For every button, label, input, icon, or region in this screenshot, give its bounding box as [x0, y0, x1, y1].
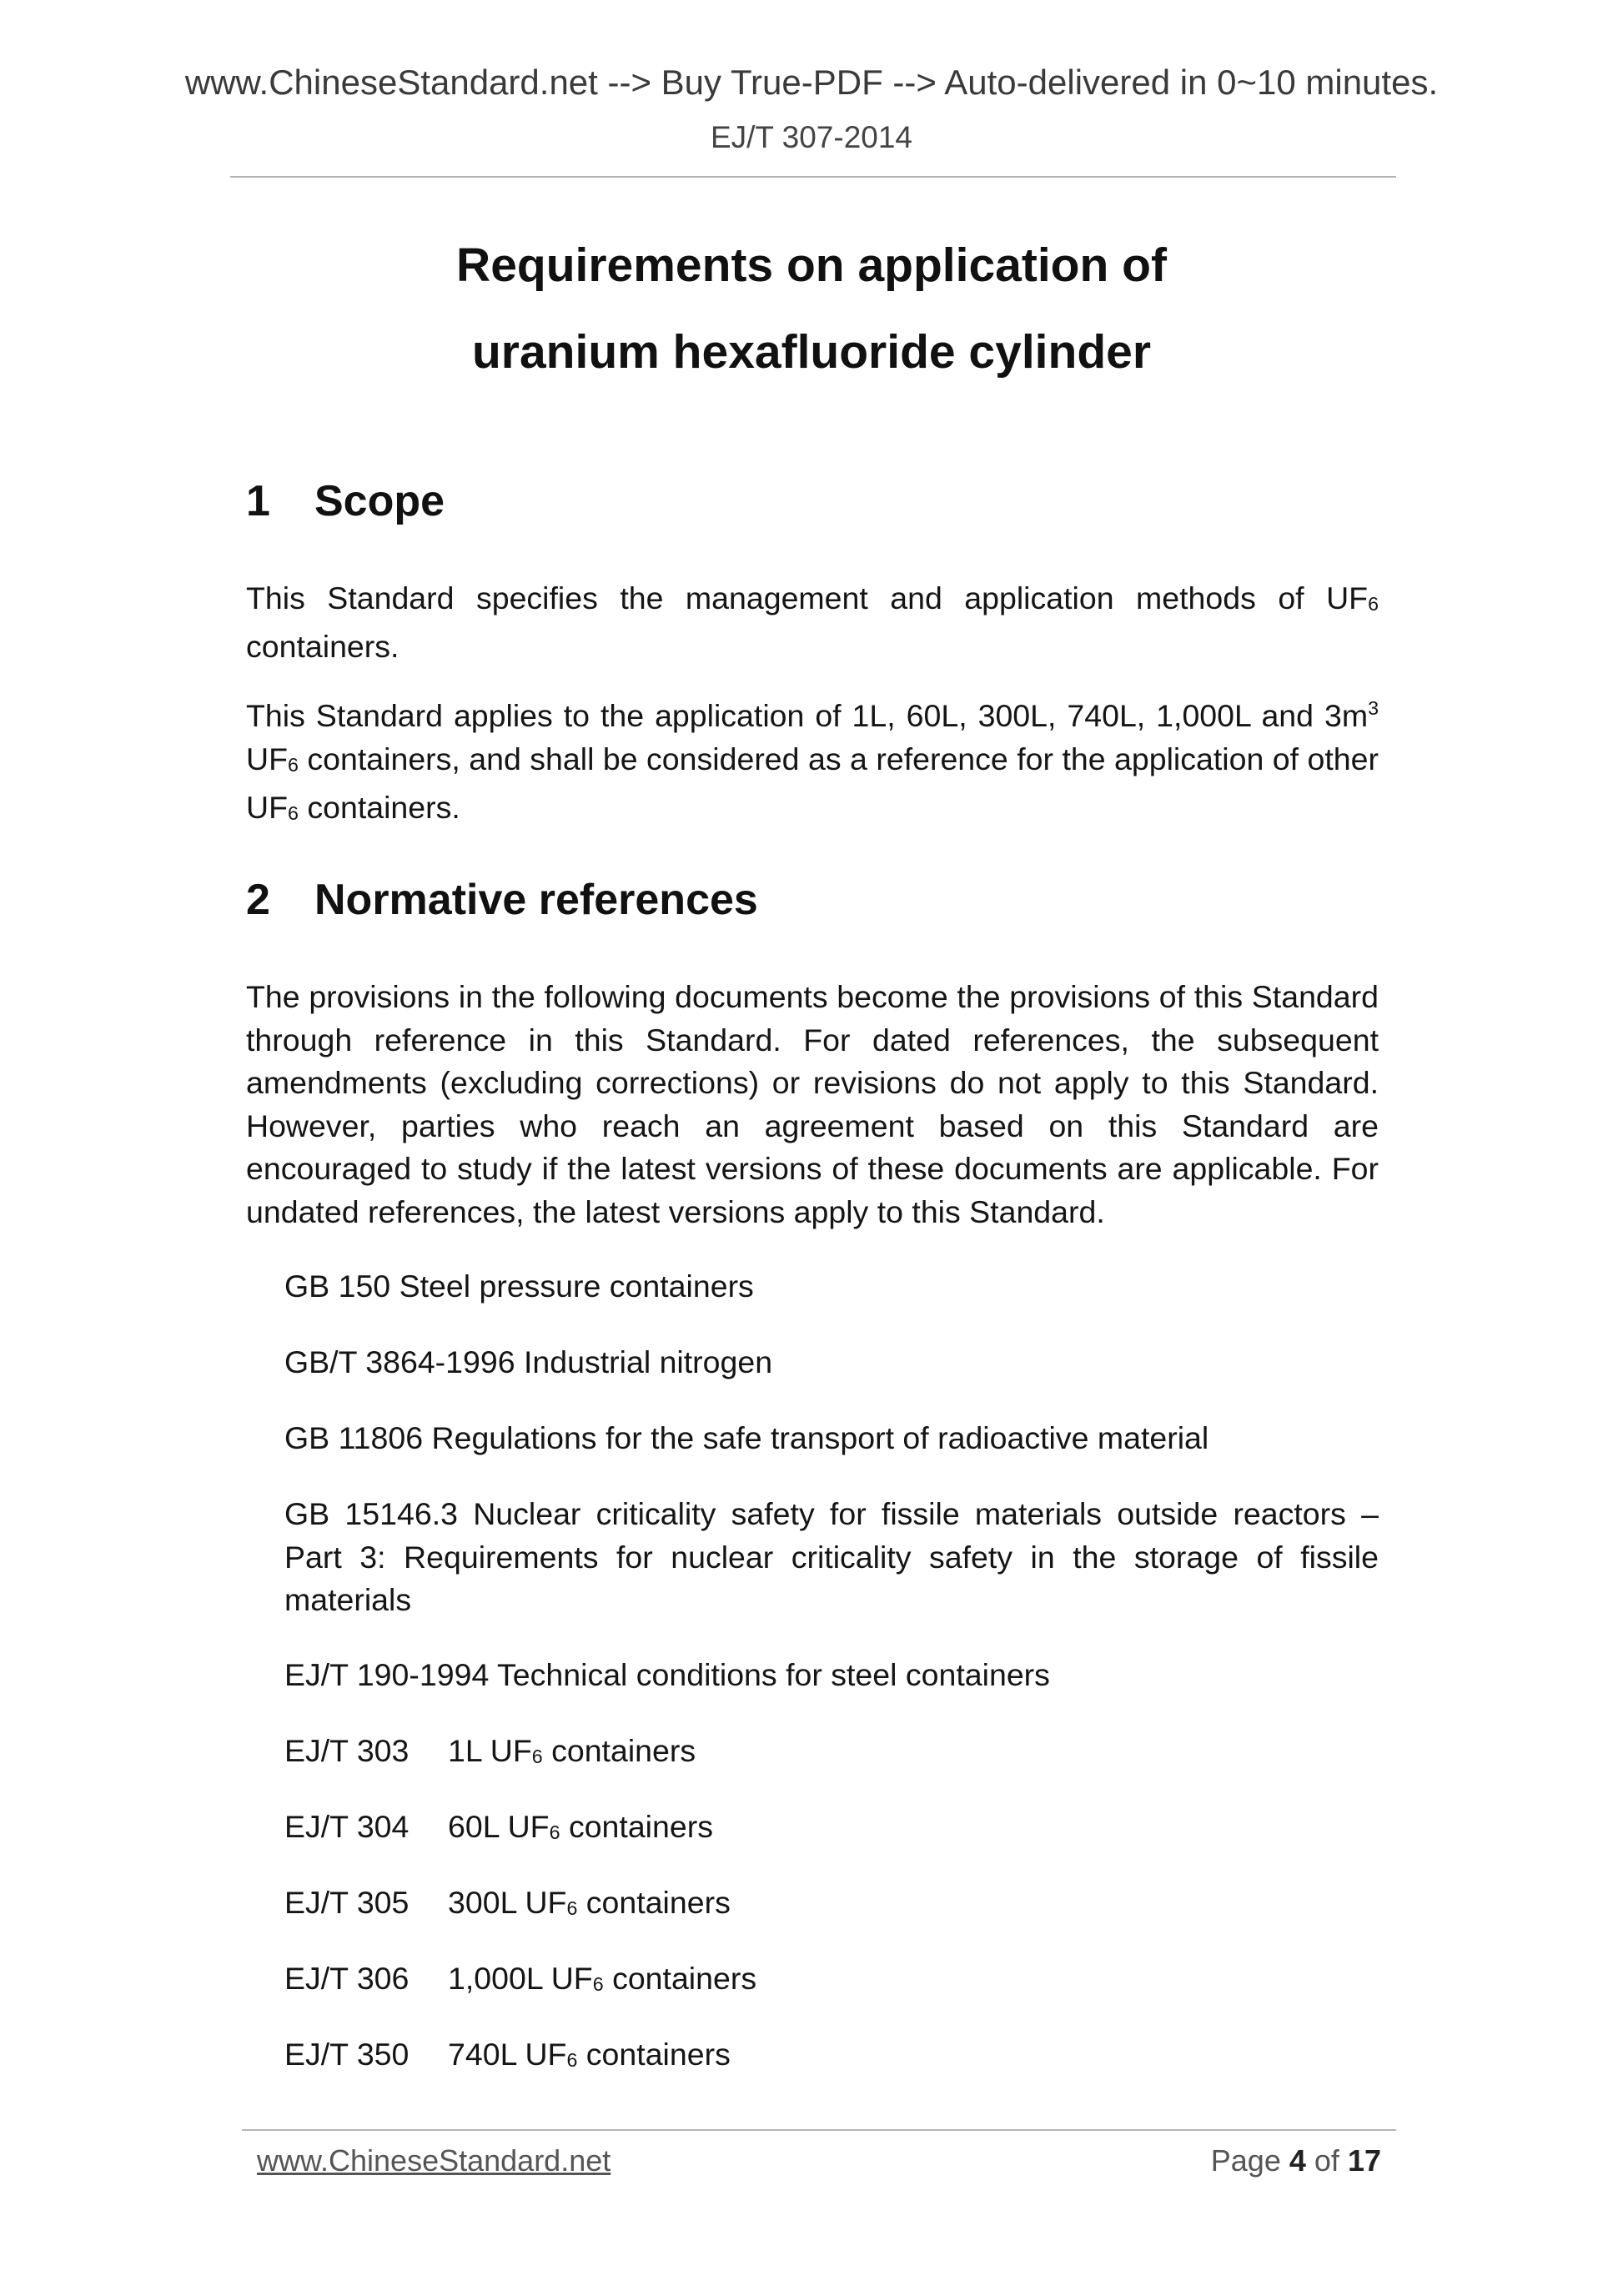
container-reference-item: EJ/T 350 740L UF6 containers: [284, 2033, 1379, 2082]
reference-code: EJ/T 305: [284, 1885, 410, 1920]
container-reference-item: EJ/T 305 300L UF6 containers: [284, 1882, 1379, 1930]
reference-item: EJ/T 190-1994 Technical conditions for steel containers: [284, 1657, 1050, 1692]
section-number: 1: [246, 477, 270, 525]
reference-code: EJ/T 350: [284, 2037, 410, 2072]
scope-paragraph-2: This Standard applies to the application of 1L, 60L, 300L, 740L, 1,000L and $3m^3$ UF6 containers, and shall be considered as a reference for the application of other UF6 containers.: [246, 697, 1379, 825]
reference-code: EJ/T 303: [284, 1733, 410, 1768]
reference-item: GB 15146.3 Nuclear criticality safety for fissile materials outside reactors – Part 3: Requirements for nuclear criticality safety in the storage of fissile materials: [284, 1496, 1379, 1617]
section-2-heading: [246, 874, 758, 926]
section-title: Scope: [314, 477, 445, 525]
standard-code: EJ/T 307-2014: [710, 120, 913, 154]
document-title: [0, 222, 1623, 395]
page-indicator: Page 4 of 17: [1210, 2143, 1381, 2178]
container-reference-item: EJ/T 304 60L UF6 containers: [284, 1806, 1379, 1854]
section-title: Normative references: [314, 876, 758, 924]
reference-item: GB 11806 Regulations for the safe transport of radioactive material: [284, 1420, 1209, 1455]
normative-intro-paragraph: The provisions in the following documents become the provisions of this Standard through reference in this Standard. For dated references, the subsequent amendments (excluding corrections) or revisions do not apply to this Standard. However, parties who reach an agreement based on this Standard are encouraged to study if the latest versions of these documents are applicable. For undated references, the latest versions apply to this Standard.: [246, 979, 1379, 1229]
footer-divider: [242, 2129, 1396, 2131]
scope-paragraph-1: This Standard specifies the management and application methods of UF6 containers.: [246, 580, 1379, 665]
section-number: 2: [246, 876, 270, 924]
current-page-number: 4: [1289, 2143, 1306, 2178]
reference-item: GB/T 3864-1996 Industrial nitrogen: [284, 1344, 773, 1379]
header-banner: www.ChineseStandard.net --> Buy True-PDF --> Auto-delivered in 0~10 minutes.: [184, 63, 1439, 102]
total-pages: 17: [1347, 2143, 1381, 2178]
header-divider: [230, 176, 1396, 178]
reference-code: EJ/T 304: [284, 1809, 410, 1844]
footer-website-link[interactable]: www.ChineseStandard.net: [257, 2143, 611, 2178]
section-1-heading: [246, 475, 445, 527]
container-reference-item: EJ/T 303 1L UF6 containers: [284, 1730, 1379, 1778]
reference-item: GB 150 Steel pressure containers: [284, 1269, 754, 1304]
container-reference-item: EJ/T 306 1,000L UF6 containers: [284, 1957, 1379, 2006]
title-line-2: uranium hexafluoride cylinder: [471, 325, 1152, 379]
title-line-1: Requirements on application of: [456, 239, 1167, 292]
reference-code: EJ/T 306: [284, 1961, 410, 1996]
